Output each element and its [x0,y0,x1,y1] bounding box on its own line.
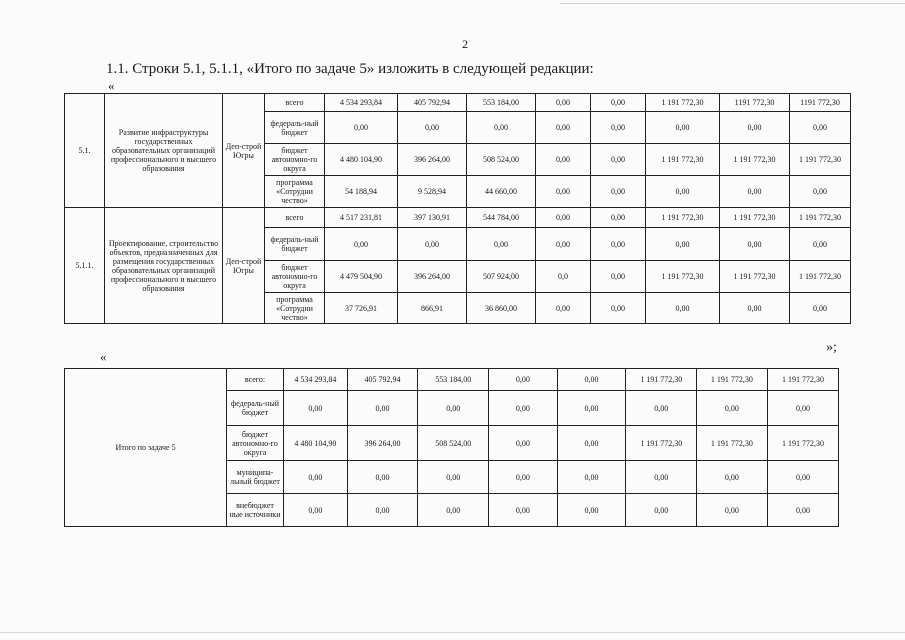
value-cell: 1 191 772,30 [767,426,839,461]
value-cell: 0,00 [626,494,697,527]
value-cell: 54 188,94 [325,176,398,208]
value-cell: 0,00 [646,112,720,144]
value-cell: 0,00 [557,369,626,391]
value-cell: 0,00 [790,112,851,144]
value-cell: 4 534 293,84 [325,94,398,112]
value-cell: 37 726,91 [325,293,398,324]
value-cell: 0,00 [720,112,790,144]
value-cell: 0,00 [418,494,489,527]
row-executor: Деп-строй Югры [223,94,265,208]
total-task5-table [64,368,905,527]
value-cell: 1 191 772,30 [697,369,768,391]
funding-source: федераль-ный бюджет [265,112,325,144]
value-cell: 0,00 [347,494,418,527]
value-cell: 0,00 [591,176,646,208]
value-cell: 508 524,00 [418,426,489,461]
value-cell: 0,00 [418,461,489,494]
row-number: 5.1. [65,94,105,208]
funding-source: внебюджет ные источники [227,494,284,527]
value-cell: 0,00 [557,494,626,527]
value-cell: 0,00 [489,494,558,527]
value-cell: 4 534 293,84 [283,369,347,391]
value-cell: 1 191 772,30 [626,426,697,461]
value-cell: 1 191 772,30 [720,144,790,176]
funding-source: бюджет автономно-го округа [265,261,325,293]
value-cell: 0,00 [557,426,626,461]
value-cell: 0,00 [536,176,591,208]
value-cell: 0,00 [536,293,591,324]
value-cell: 1 191 772,30 [790,144,851,176]
value-cell: 0,00 [325,112,398,144]
value-cell: 1 191 772,30 [646,261,720,293]
funding-source: программа «Сотрудни чество» [265,176,325,208]
value-cell: 0,00 [591,144,646,176]
value-cell: 0,00 [697,494,768,527]
value-cell: 0,00 [720,293,790,324]
value-cell: 0,00 [536,228,591,261]
value-cell: 396 264,00 [398,261,467,293]
value-cell: 0,00 [646,293,720,324]
funding-source: всего [265,208,325,228]
value-cell: 4 479 504,90 [325,261,398,293]
value-cell: 0,00 [646,228,720,261]
value-cell: 0,00 [697,461,768,494]
value-cell: 0,00 [283,461,347,494]
closing-quote: »; [826,340,837,355]
funding-source: федераль-ный бюджет [227,391,284,426]
value-cell: 405 792,94 [398,94,467,112]
value-cell: 1 191 772,30 [626,369,697,391]
value-cell: 0,00 [591,228,646,261]
value-cell: 1 191 772,30 [790,208,851,228]
value-cell: 0,00 [697,391,768,426]
value-cell: 0,00 [790,176,851,208]
value-cell: 396 264,00 [398,144,467,176]
rows-5-1-table [64,93,851,324]
value-cell: 396 264,00 [347,426,418,461]
row-name: Проектирование, строительство объектов, предназначенных для размещения государственных образовательных организаций профессионального и высшего образования [105,208,223,324]
page-number: 2 [462,37,468,51]
funding-source: федераль-ный бюджет [265,228,325,261]
value-cell: 1191 772,30 [790,94,851,112]
value-cell: 1 191 772,30 [646,208,720,228]
value-cell: 553 184,00 [418,369,489,391]
value-cell: 0,00 [489,391,558,426]
table-row [65,369,905,391]
value-cell: 4 480 104,90 [283,426,347,461]
value-cell: 0,00 [398,112,467,144]
value-cell: 0,00 [720,228,790,261]
value-cell: 1 191 772,30 [767,369,839,391]
value-cell: 1 191 772,30 [720,208,790,228]
value-cell: 0,00 [720,176,790,208]
value-cell: 0,00 [591,293,646,324]
value-cell: 507 924,00 [467,261,536,293]
value-cell: 0,00 [626,461,697,494]
value-cell: 1 191 772,30 [720,261,790,293]
row-number: 5.1.1. [65,208,105,324]
value-cell: 9 528,94 [398,176,467,208]
value-cell: 36 860,00 [467,293,536,324]
value-cell: 397 130,91 [398,208,467,228]
row-executor: Деп-строй Югры [223,208,265,324]
table-row [65,208,851,228]
second-opening-quote: « [100,349,107,364]
value-cell: 1191 772,30 [720,94,790,112]
value-cell: 1 191 772,30 [646,144,720,176]
value-cell: 1 191 772,30 [697,426,768,461]
value-cell: 0,00 [626,391,697,426]
total-label: Итого по задаче 5 [65,369,227,527]
value-cell: 0,00 [591,261,646,293]
value-cell: 0,00 [536,112,591,144]
value-cell: 866,91 [398,293,467,324]
value-cell: 0,00 [646,176,720,208]
value-cell: 0,00 [790,228,851,261]
scan-artifact-top [560,3,905,4]
table-row [65,94,851,112]
value-cell: 0,00 [283,494,347,527]
value-cell: 0,00 [536,208,591,228]
value-cell: 0,00 [767,461,839,494]
value-cell: 0,00 [557,391,626,426]
value-cell: 0,00 [418,391,489,426]
value-cell: 0,00 [467,228,536,261]
scan-artifact-bottom [0,632,905,633]
value-cell: 0,00 [767,391,839,426]
value-cell: 0,00 [489,426,558,461]
value-cell: 0,00 [591,112,646,144]
section-heading: 1.1. Строки 5.1, 5.1.1, «Итого по задаче 5» изложить в следующей редакции: [106,61,594,77]
value-cell: 1 191 772,30 [790,261,851,293]
value-cell: 0,00 [591,94,646,112]
row-name: Развитие инфраструктуры государственных образовательных организаций профессионального и высшего образования [105,94,223,208]
value-cell: 0,00 [591,208,646,228]
value-cell: 405 792,94 [347,369,418,391]
value-cell: 0,00 [325,228,398,261]
value-cell: 544 784,00 [467,208,536,228]
value-cell: 0,00 [398,228,467,261]
value-cell: 0,00 [536,144,591,176]
value-cell: 0,00 [790,293,851,324]
value-cell: 508 524,00 [467,144,536,176]
funding-source: программа «Сотрудни чество» [265,293,325,324]
value-cell: 553 184,00 [467,94,536,112]
value-cell: 0,00 [347,461,418,494]
value-cell: 0,00 [347,391,418,426]
value-cell: 44 660,00 [467,176,536,208]
funding-source: бюджет автономно-го округа [227,426,284,461]
value-cell: 0,00 [467,112,536,144]
funding-source: бюджет автономно-го округа [265,144,325,176]
value-cell: 0,00 [283,391,347,426]
value-cell: 0,00 [489,461,558,494]
value-cell: 0,00 [767,494,839,527]
value-cell: 0,00 [536,94,591,112]
value-cell: 1 191 772,30 [646,94,720,112]
funding-source: муниципа-льный бюджет [227,461,284,494]
value-cell: 0,00 [557,461,626,494]
funding-source: всего: [227,369,284,391]
value-cell: 0,00 [489,369,558,391]
value-cell: 0,0 [536,261,591,293]
opening-quote: « [108,78,115,93]
value-cell: 4 480 104,90 [325,144,398,176]
value-cell: 4 517 231,81 [325,208,398,228]
funding-source: всего [265,94,325,112]
